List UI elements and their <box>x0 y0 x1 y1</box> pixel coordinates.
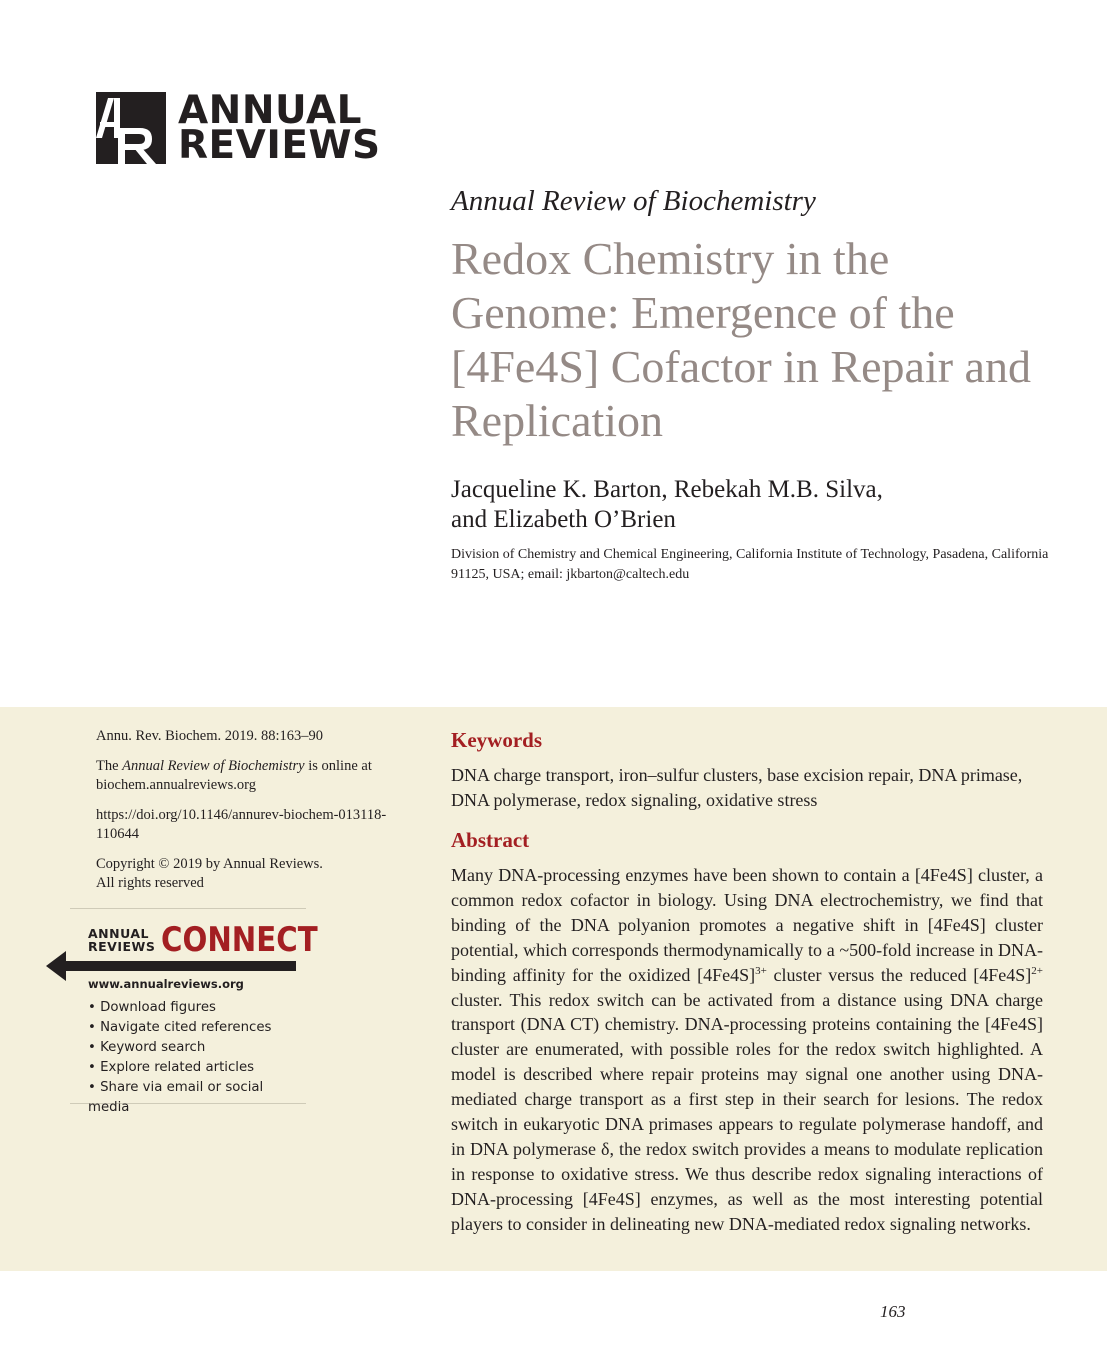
keywords-text: DNA charge transport, iron–sulfur clusters, base excision repair, DNA primase, DNA polymerase, redox signaling, oxidative stress <box>451 765 1023 810</box>
authors-line-1: Jacqueline K. Barton, Rebekah M.B. Silva, <box>451 476 883 503</box>
annual-reviews-logo <box>96 88 381 168</box>
rights-line: All rights reserved <box>96 875 204 891</box>
connect-item-keyword: • Keyword search <box>88 1038 306 1058</box>
arrow-left-icon <box>46 947 296 981</box>
citation: Annu. Rev. Biochem. 2019. 88:163–90 <box>96 728 324 744</box>
ar-logo-icon <box>96 92 166 164</box>
copyright-line: Copyright © 2019 by Annual Reviews. <box>96 856 323 872</box>
article-title: Redox Chemistry in the Genome: Emergence of the [4Fe4S] Cofactor in Repair and Replication <box>451 233 1031 446</box>
abstract-part-3: cluster. This redox switch can be activated from a distance using DNA charge transport (DNA CT) chemistry. DNA-processing proteins containing the [4Fe4S] cluster are enumerated, with possible roles for the redox switch highlighted. A model is described where repair proteins may signal one another using DNA-mediated charge transport as a first step in their search for lesions. The redox switch in eukaryotic DNA primases appears to regulate polymerase handoff, and in DNA polymerase δ, the redox switch provides a means to modulate replication in response to oxidative stress. We thus describe redox signaling interactions of DNA-processing [4Fe4S] enzymes, as well as the most interesting potential players to consider in delineating new DNA-mediated redox signaling networks. <box>451 989 1043 1234</box>
online-prefix: The <box>96 758 123 774</box>
superscript-3plus: 3+ <box>755 964 767 977</box>
connect-small-line-2: REVIEWS <box>88 939 156 954</box>
journal-url-link[interactable]: biochem.annualreviews.org <box>96 777 256 793</box>
keywords-heading: Keywords <box>451 728 542 752</box>
abstract-part-1: Many DNA-processing enzymes have been shown to contain a [4Fe4S] cluster, a common redox cofactor in biology. Using DNA electrochemistry, we find that binding of the DNA polyanion promotes a negative shift in [4Fe4S] cluster potential, which corresponds thermodynamically to a ~500-fold increase in DNA-binding affinity for the oxidized [4Fe4S] <box>451 865 1043 985</box>
connect-small-line-1: ANNUAL <box>88 926 150 941</box>
online-journal: Annual Review of Biochemistry <box>122 758 305 774</box>
connect-item-download: • Download figures <box>88 998 306 1018</box>
page-number: 163 <box>880 1302 906 1321</box>
connect-item-related: • Explore related articles <box>88 1058 306 1078</box>
sidebar <box>96 727 416 904</box>
logo-wordmark <box>178 88 381 168</box>
doi-link[interactable]: https://doi.org/10.1146/annurev-biochem-013118-110644 <box>96 807 387 842</box>
connect-title: CONNECT <box>161 920 318 960</box>
authors <box>451 475 1051 535</box>
connect-features <box>88 998 306 1118</box>
connect-item-share: • Share via email or social media <box>88 1078 306 1118</box>
affiliation: Division of Chemistry and Chemical Engineering, California Institute of Technology, Pasadena, California 91125, USA; email: jkbarton@caltech.edu <box>451 547 1049 582</box>
authors-line-2: and Elizabeth O’Brien <box>451 506 676 533</box>
logo-line-2: REVIEWS <box>178 123 381 168</box>
copyright <box>96 855 416 893</box>
connect-item-references: • Navigate cited references <box>88 1018 306 1038</box>
online-note <box>96 757 416 795</box>
abstract-text <box>451 863 1043 1237</box>
abstract-part-2: cluster versus the reduced [4Fe4S] <box>766 964 1032 985</box>
connect-website-link[interactable]: www.annualreviews.org <box>88 977 244 991</box>
logo-line-1: ANNUAL <box>178 88 362 133</box>
main-column <box>451 727 1043 1237</box>
abstract-heading: Abstract <box>451 828 530 852</box>
online-suffix: is online at <box>304 758 372 774</box>
superscript-2plus: 2+ <box>1031 964 1043 977</box>
journal-name: Annual Review of Biochemistry <box>451 185 816 217</box>
connect-box[interactable] <box>70 908 318 1115</box>
